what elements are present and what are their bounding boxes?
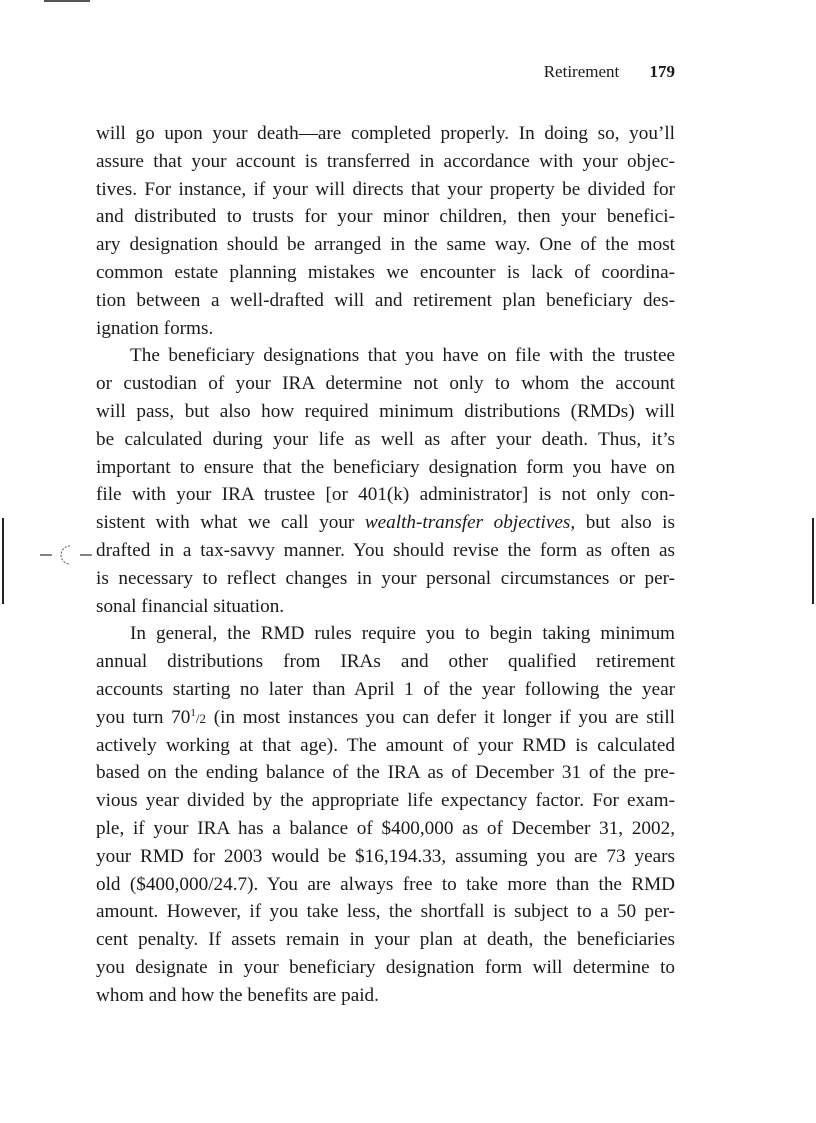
fraction-part: 1 (190, 706, 196, 719)
text-line: The beneficiary designations that you have on file with the trustee (130, 345, 675, 367)
text-line: will go upon your death—are completed properly. In doing so, you’ll (96, 123, 675, 144)
text-line: your RMD for 2003 would be $16,194.33, assuming you are 73 years (96, 845, 675, 867)
paragraph (96, 342, 675, 620)
margin-bar-right (812, 518, 814, 604)
text-line: assure that your account is transferred in accordance with your objec- (96, 150, 675, 172)
registration-mark-icon (38, 540, 98, 570)
text-line: will pass, but also how required minimum distributions (RMDs) will (96, 400, 675, 422)
fraction-part: /2 (195, 710, 206, 726)
text-line: sonal financial situation. (96, 595, 285, 617)
text-segment: sistent with what we call your (96, 512, 365, 534)
text-line: drafted in a tax-savvy manner. You should revise the form as often as (96, 539, 675, 561)
text-line: cent penalty. If assets remain in your plan at death, the beneficiaries (96, 929, 675, 951)
text-line (96, 509, 675, 537)
text-segment: (in most instances you can defer it longer if you are still (205, 706, 675, 728)
text-line: old ($400,000/24.7). You are always free to take more than the RMD (96, 873, 675, 895)
paragraph (96, 120, 675, 342)
text-segment: you turn 70 (96, 706, 191, 728)
text-line: tion between a well-drafted will and retirement plan beneficiary des- (96, 289, 675, 311)
text-segment: but also is (575, 512, 675, 534)
text-line: and distributed to trusts for your minor children, then your benefici- (96, 206, 675, 228)
text-line: tives. For instance, if your will directs that your property be divided for (96, 178, 675, 200)
text-line: accounts starting no later than April 1 of the year following the year (96, 678, 675, 700)
text-line: based on the ending balance of the IRA as of December 31 of the pre- (96, 762, 675, 784)
text-line: is necessary to reflect changes in your personal circumstances or per- (96, 567, 675, 589)
text-line: file with your IRA trustee [or 401(k) administrator] is not only con- (96, 484, 675, 506)
italic-text: wealth-transfer objectives, (364, 512, 576, 534)
text-line: In general, the RMD rules require you to begin taking minimum (130, 623, 675, 645)
running-title: Retirement (543, 62, 620, 81)
margin-bar-left (2, 518, 4, 604)
text-line: be calculated during your life as well as after your death. Thus, it’s (96, 428, 675, 450)
text-line: you designate in your beneficiary designation form will determine to (96, 956, 675, 978)
text-line: or custodian of your IRA determine not only to whom the account (96, 373, 675, 395)
crop-mark-top (44, 0, 90, 2)
text-line: ignation forms. (96, 317, 214, 339)
text-line: common estate planning mistakes we encounter is lack of coordina- (96, 261, 675, 283)
text-line: ary designation should be arranged in the same way. One of the most (96, 234, 675, 256)
text-line (96, 704, 675, 732)
page-number: 179 (649, 62, 675, 81)
text-line: whom and how the benefits are paid. (96, 984, 379, 1006)
text-line: amount. However, if you take less, the shortfall is subject to a 50 per- (96, 901, 675, 923)
text-line: vious year divided by the appropriate life expectancy factor. For exam- (96, 790, 675, 812)
text-line: ple, if your IRA has a balance of $400,000 as of December 31, 2002, (96, 817, 675, 839)
text-line: important to ensure that the beneficiary designation form you have on (96, 456, 675, 478)
paragraph (96, 620, 675, 1009)
text-line: annual distributions from IRAs and other qualified retirement (96, 651, 675, 673)
text-line: actively working at that age). The amount of your RMD is calculated (96, 734, 675, 756)
running-header (544, 62, 675, 82)
body-text (96, 120, 675, 1010)
